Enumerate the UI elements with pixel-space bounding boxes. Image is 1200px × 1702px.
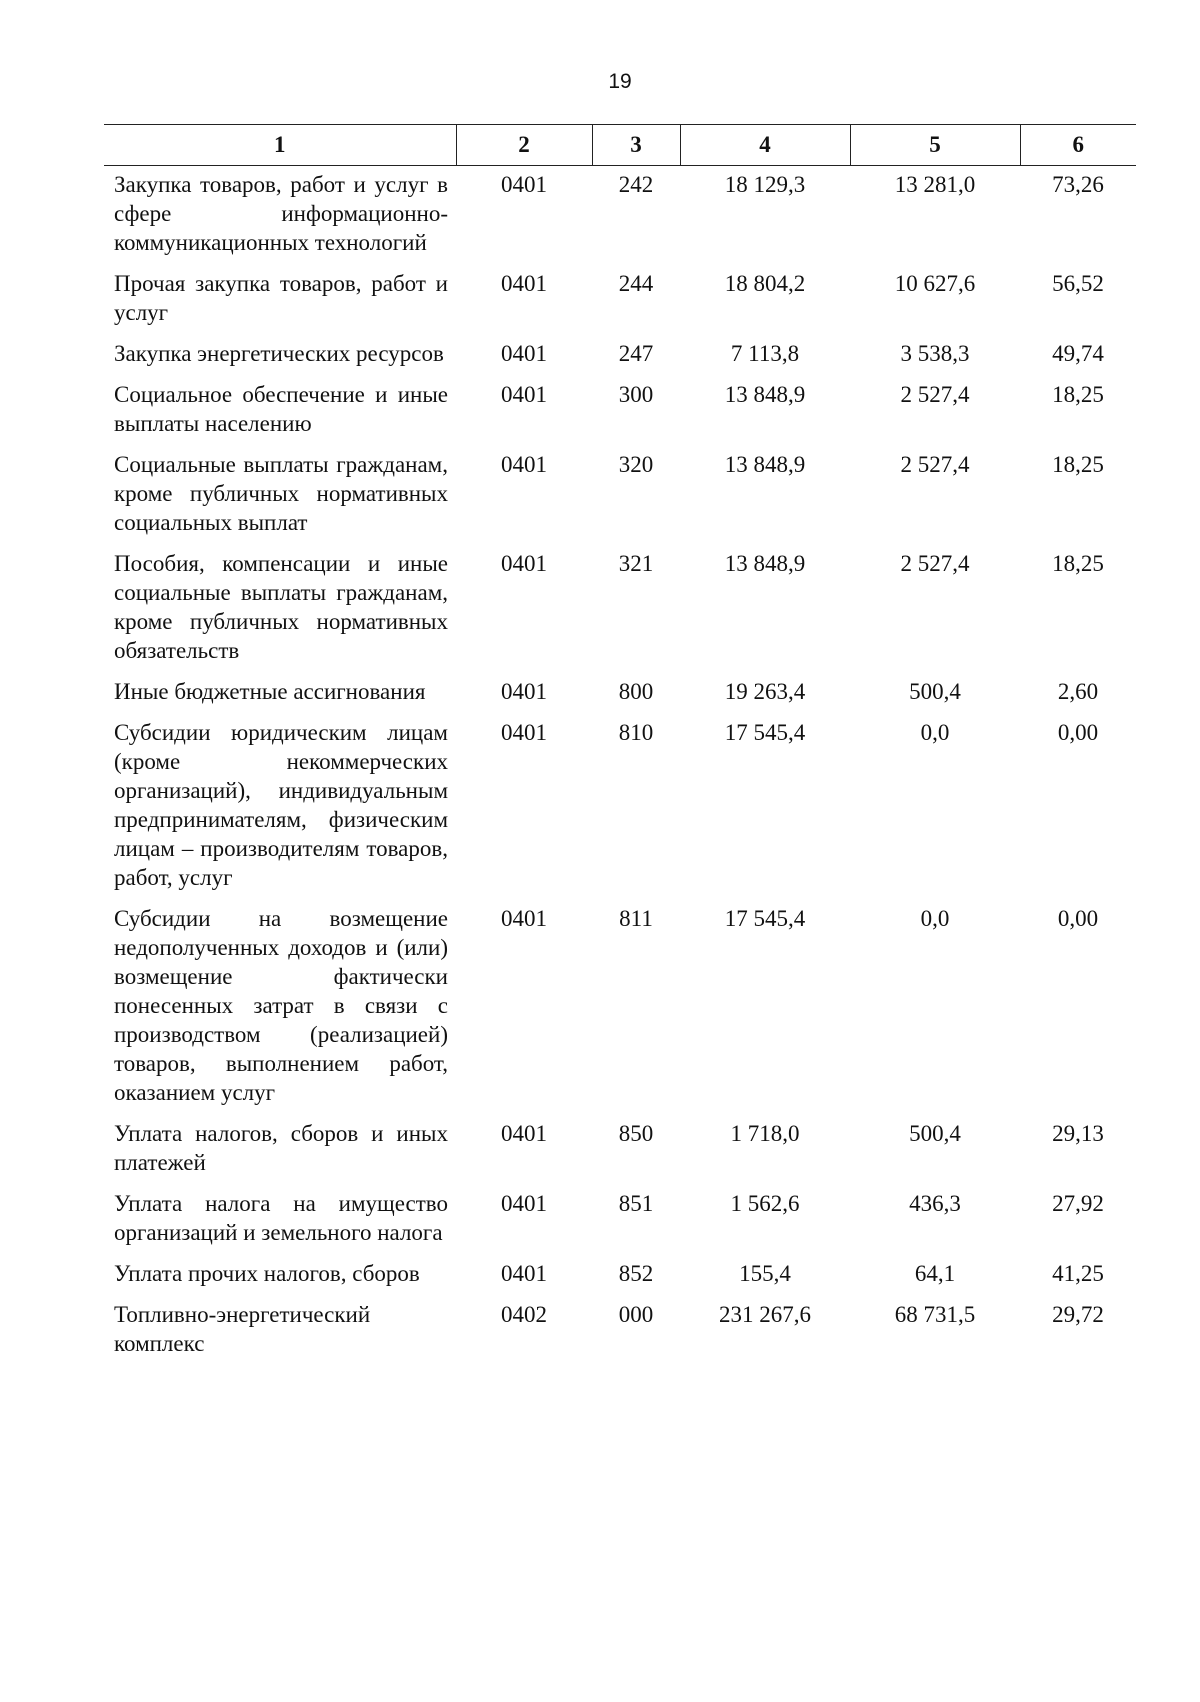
table-header bbox=[104, 125, 1136, 166]
row-section-code: 0402 bbox=[501, 1302, 547, 1327]
table-body bbox=[104, 166, 1136, 1371]
header-col-5: 5 bbox=[850, 125, 1020, 166]
header-col-6: 6 bbox=[1020, 125, 1136, 166]
row-percent: 0,00 bbox=[1057, 906, 1099, 931]
row-expense-code: 247 bbox=[618, 341, 654, 366]
row-actual-value: 3 538,3 bbox=[900, 341, 970, 366]
row-section-code: 0401 bbox=[501, 551, 547, 576]
row-percent: 29,72 bbox=[1052, 1302, 1104, 1327]
header-col-1: 1 bbox=[104, 125, 456, 166]
table-row bbox=[104, 1259, 1136, 1300]
row-expense-code: 810 bbox=[618, 720, 654, 745]
row-section-code: 0401 bbox=[501, 1261, 547, 1286]
row-percent: 18,25 bbox=[1052, 551, 1104, 576]
row-actual-value: 0,0 bbox=[920, 720, 950, 745]
row-section-code: 0401 bbox=[501, 452, 547, 477]
row-section-code: 0401 bbox=[501, 1121, 547, 1146]
row-plan-value: 18 129,3 bbox=[724, 172, 806, 197]
row-plan-value: 7 113,8 bbox=[730, 341, 800, 366]
row-name: Закупка энергетических ресурсов bbox=[114, 341, 444, 366]
row-percent: 0,00 bbox=[1057, 720, 1099, 745]
table-row bbox=[104, 1189, 1136, 1259]
row-actual-value: 2 527,4 bbox=[900, 382, 970, 407]
header-row bbox=[104, 125, 1136, 166]
row-expense-code: 300 bbox=[618, 382, 654, 407]
row-percent: 18,25 bbox=[1052, 452, 1104, 477]
row-actual-value: 2 527,4 bbox=[900, 452, 970, 477]
row-name: Уплата налога на имущество организаций и земельного налога bbox=[114, 1191, 448, 1245]
row-percent: 49,74 bbox=[1052, 341, 1104, 366]
row-plan-value: 17 545,4 bbox=[724, 906, 806, 931]
row-percent: 18,25 bbox=[1052, 382, 1104, 407]
row-expense-code: 321 bbox=[618, 551, 654, 576]
row-actual-value: 500,4 bbox=[909, 679, 961, 704]
row-percent: 2,60 bbox=[1057, 679, 1099, 704]
row-expense-code: 320 bbox=[618, 452, 654, 477]
row-expense-code: 852 bbox=[618, 1261, 654, 1286]
row-expense-code: 811 bbox=[619, 906, 653, 931]
row-section-code: 0401 bbox=[501, 271, 547, 296]
row-plan-value: 17 545,4 bbox=[724, 720, 806, 745]
row-name: Пособия, компенсации и иные социальные выплаты гражданам, кроме публичных нормативных обязательств bbox=[114, 551, 448, 663]
row-actual-value: 64,1 bbox=[914, 1261, 956, 1286]
row-actual-value: 13 281,0 bbox=[894, 172, 976, 197]
row-section-code: 0401 bbox=[501, 341, 547, 366]
row-name: Субсидии юридическим лицам (кроме некоммерческих организаций), индивидуальным предпринимателям, физическим лицам – производителям товаров, работ, услуг bbox=[114, 720, 448, 890]
table-row bbox=[104, 269, 1136, 339]
row-name: Социальное обеспечение и иные выплаты населению bbox=[114, 382, 448, 436]
row-name: Иные бюджетные ассигнования bbox=[114, 679, 426, 704]
row-expense-code: 850 bbox=[618, 1121, 654, 1146]
row-actual-value: 2 527,4 bbox=[900, 551, 970, 576]
row-name: Уплата прочих налогов, сборов bbox=[114, 1261, 420, 1286]
row-expense-code: 000 bbox=[618, 1302, 654, 1327]
budget-table bbox=[104, 124, 1136, 1370]
row-expense-code: 242 bbox=[618, 172, 654, 197]
row-expense-code: 244 bbox=[618, 271, 654, 296]
row-plan-value: 13 848,9 bbox=[724, 551, 806, 576]
table-row bbox=[104, 166, 1136, 270]
row-section-code: 0401 bbox=[501, 382, 547, 407]
row-section-code: 0401 bbox=[501, 679, 547, 704]
row-expense-code: 851 bbox=[618, 1191, 654, 1216]
table-row bbox=[104, 904, 1136, 1119]
page-number: 19 bbox=[608, 70, 632, 93]
row-name: Субсидии на возмещение недополученных доходов и (или) возмещение фактически понесенных затрат в связи с производством (реализацией) товаров, выполнением работ, оказанием услуг bbox=[114, 906, 448, 1105]
row-plan-value: 1 562,6 bbox=[730, 1191, 800, 1216]
row-percent: 29,13 bbox=[1052, 1121, 1104, 1146]
row-name: Социальные выплаты гражданам, кроме публичных нормативных социальных выплат bbox=[114, 452, 448, 535]
row-percent: 73,26 bbox=[1052, 172, 1104, 197]
row-section-code: 0401 bbox=[501, 172, 547, 197]
table-row bbox=[104, 339, 1136, 380]
header-col-2: 2 bbox=[456, 125, 592, 166]
table-row bbox=[104, 380, 1136, 450]
row-actual-value: 10 627,6 bbox=[894, 271, 976, 296]
row-percent: 56,52 bbox=[1052, 271, 1104, 296]
header-col-4: 4 bbox=[680, 125, 850, 166]
row-percent: 27,92 bbox=[1052, 1191, 1104, 1216]
row-plan-value: 155,4 bbox=[739, 1261, 791, 1286]
table-row bbox=[104, 718, 1136, 904]
row-percent: 41,25 bbox=[1052, 1261, 1104, 1286]
row-name: Уплата налогов, сборов и иных платежей bbox=[114, 1121, 448, 1175]
row-plan-value: 1 718,0 bbox=[730, 1121, 800, 1146]
row-name: Закупка товаров, работ и услуг в сфере информационно-коммуникационных технологий bbox=[114, 172, 448, 255]
table-row bbox=[104, 549, 1136, 677]
row-section-code: 0401 bbox=[501, 720, 547, 745]
row-actual-value: 0,0 bbox=[920, 906, 950, 931]
row-section-code: 0401 bbox=[501, 906, 547, 931]
row-actual-value: 68 731,5 bbox=[894, 1302, 976, 1327]
table-row bbox=[104, 450, 1136, 549]
table-row bbox=[104, 1119, 1136, 1189]
row-plan-value: 231 267,6 bbox=[719, 1302, 811, 1327]
row-expense-code: 800 bbox=[618, 679, 654, 704]
row-actual-value: 436,3 bbox=[909, 1191, 961, 1216]
row-actual-value: 500,4 bbox=[909, 1121, 961, 1146]
row-plan-value: 13 848,9 bbox=[724, 382, 806, 407]
header-col-3: 3 bbox=[592, 125, 680, 166]
row-plan-value: 18 804,2 bbox=[724, 271, 806, 296]
row-plan-value: 19 263,4 bbox=[724, 679, 806, 704]
table-row bbox=[104, 677, 1136, 718]
row-plan-value: 13 848,9 bbox=[724, 452, 806, 477]
row-name: Прочая закупка товаров, работ и услуг bbox=[114, 271, 448, 325]
table-row bbox=[104, 1300, 1136, 1370]
row-name: Топливно-энергетический комплекс bbox=[114, 1302, 371, 1356]
row-section-code: 0401 bbox=[501, 1191, 547, 1216]
